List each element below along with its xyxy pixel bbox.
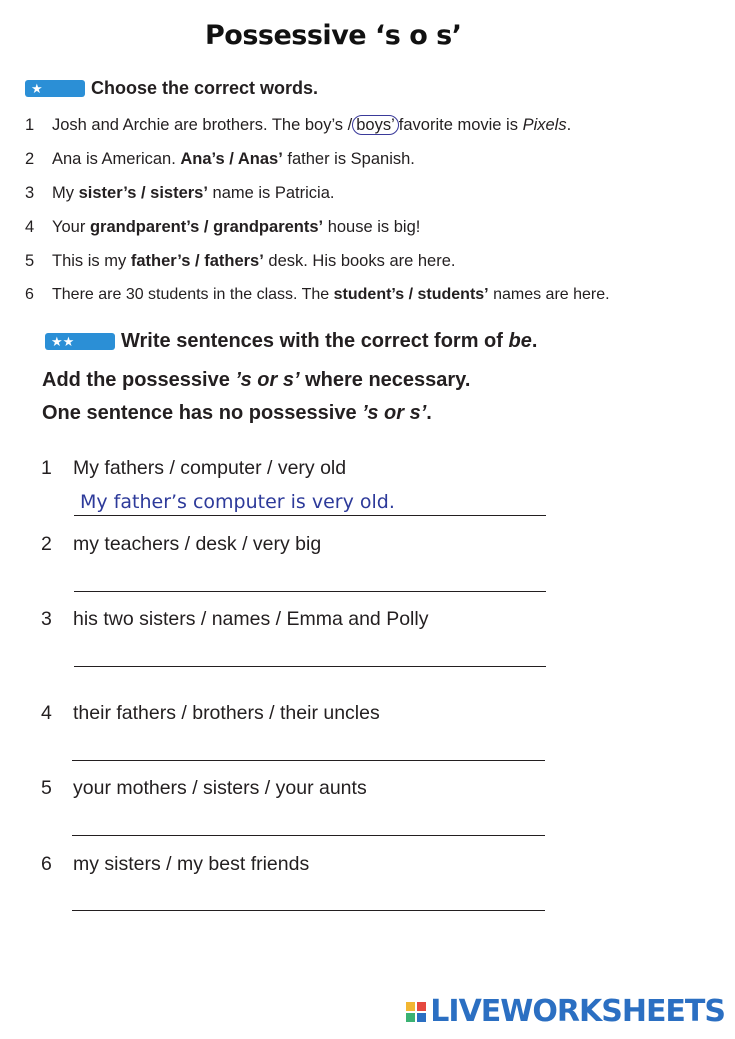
item-text: Ana is American. [52, 150, 181, 168]
item-text: This is my [52, 252, 131, 270]
answer-line-4[interactable] [72, 760, 545, 761]
item-text: desk. His books are here. [263, 252, 456, 270]
exercise1-item-2 [25, 150, 415, 169]
item-number: 3 [25, 184, 35, 202]
item-prompt: their fathers / brothers / their uncles [73, 702, 380, 724]
answer-line-3[interactable] [74, 666, 546, 667]
page-title: Possessive ‘s o s’ [205, 20, 462, 51]
item-text: Josh and Archie are brothers. The boy’s / [52, 116, 353, 134]
answer-line-6[interactable] [72, 910, 545, 911]
watermark-text: LIVEWORKSHEETS [430, 994, 725, 1029]
section2-subinstruction-1 [42, 369, 470, 392]
exercise2-item-2 [41, 533, 321, 556]
instruction-text: Add the possessive [42, 369, 236, 391]
item-prompt: my teachers / desk / very big [73, 533, 322, 555]
item-number: 3 [41, 608, 52, 630]
choice-options[interactable]: Ana’s / Anas’ [180, 150, 283, 168]
item-text: Your [52, 218, 90, 236]
item-number: 2 [25, 150, 35, 168]
instruction-text: Write sentences with the correct form of [121, 330, 509, 352]
item-number: 1 [41, 457, 52, 479]
item-number: 5 [25, 252, 35, 270]
circled-answer[interactable]: boys’ [352, 115, 399, 135]
instruction-text: . [531, 330, 538, 352]
item-text: house is big! [323, 218, 421, 236]
item-number: 4 [41, 702, 52, 724]
difficulty-badge-1: ★ [25, 80, 85, 97]
instruction-text: . [426, 402, 432, 424]
item-text: There are 30 students in the class. The [52, 286, 334, 303]
item-prompt: his two sisters / names / Emma and Polly [73, 608, 429, 630]
item-text: name is Patricia. [207, 184, 335, 202]
exercise2-item-1 [41, 457, 346, 480]
section1-instruction: Choose the correct words. [91, 78, 319, 98]
item-number: 1 [25, 116, 35, 134]
section2-subinstruction-2 [42, 402, 432, 425]
exercise2-item-6 [41, 853, 309, 876]
exercise1-item-1 [25, 116, 571, 135]
instruction-italic: ’s or s’ [362, 402, 427, 424]
exercise1-item-6 [25, 286, 610, 304]
item-number: 6 [25, 286, 34, 303]
exercise2-item-3 [41, 608, 428, 631]
choice-options[interactable]: student’s / students’ [333, 286, 489, 303]
liveworksheets-watermark [406, 994, 725, 1029]
item-number: 4 [25, 218, 35, 236]
instruction-text: where necessary. [299, 369, 471, 391]
answer-line-5[interactable] [72, 835, 545, 836]
answer-line-2[interactable] [74, 591, 546, 592]
example-answer: My father’s computer is very old. [80, 491, 395, 513]
item-number: 2 [41, 533, 52, 555]
exercise2-item-4 [41, 702, 380, 725]
item-text: favorite movie is [398, 116, 523, 134]
item-prompt: my sisters / my best friends [73, 853, 310, 875]
difficulty-badge-2: ★★ [45, 333, 115, 350]
item-text: My [52, 184, 79, 202]
instruction-text: One sentence has no possessive [42, 402, 363, 424]
exercise1-item-3 [25, 184, 334, 203]
liveworksheets-logo-icon [406, 1002, 426, 1022]
choice-options[interactable]: grandparent’s / grandparents’ [89, 218, 324, 236]
item-prompt: your mothers / sisters / your aunts [73, 777, 367, 799]
item-number: 6 [41, 853, 52, 875]
item-prompt: My fathers / computer / very old [73, 457, 347, 479]
exercise1-item-4 [25, 218, 420, 237]
item-text: . [566, 116, 572, 134]
item-text: father is Spanish. [282, 150, 415, 168]
item-italic: Pixels [522, 116, 567, 134]
item-text: names are here. [488, 286, 610, 303]
item-number: 5 [41, 777, 52, 799]
instruction-italic: be [508, 330, 532, 352]
instruction-italic: ’s or s’ [235, 369, 300, 391]
exercise1-item-5 [25, 252, 456, 271]
exercise2-item-5 [41, 777, 367, 800]
choice-options[interactable]: sister’s / sisters’ [78, 184, 208, 202]
choice-options[interactable]: father’s / fathers’ [130, 252, 264, 270]
section2-instruction [121, 330, 537, 353]
answer-line-1[interactable] [74, 515, 546, 516]
